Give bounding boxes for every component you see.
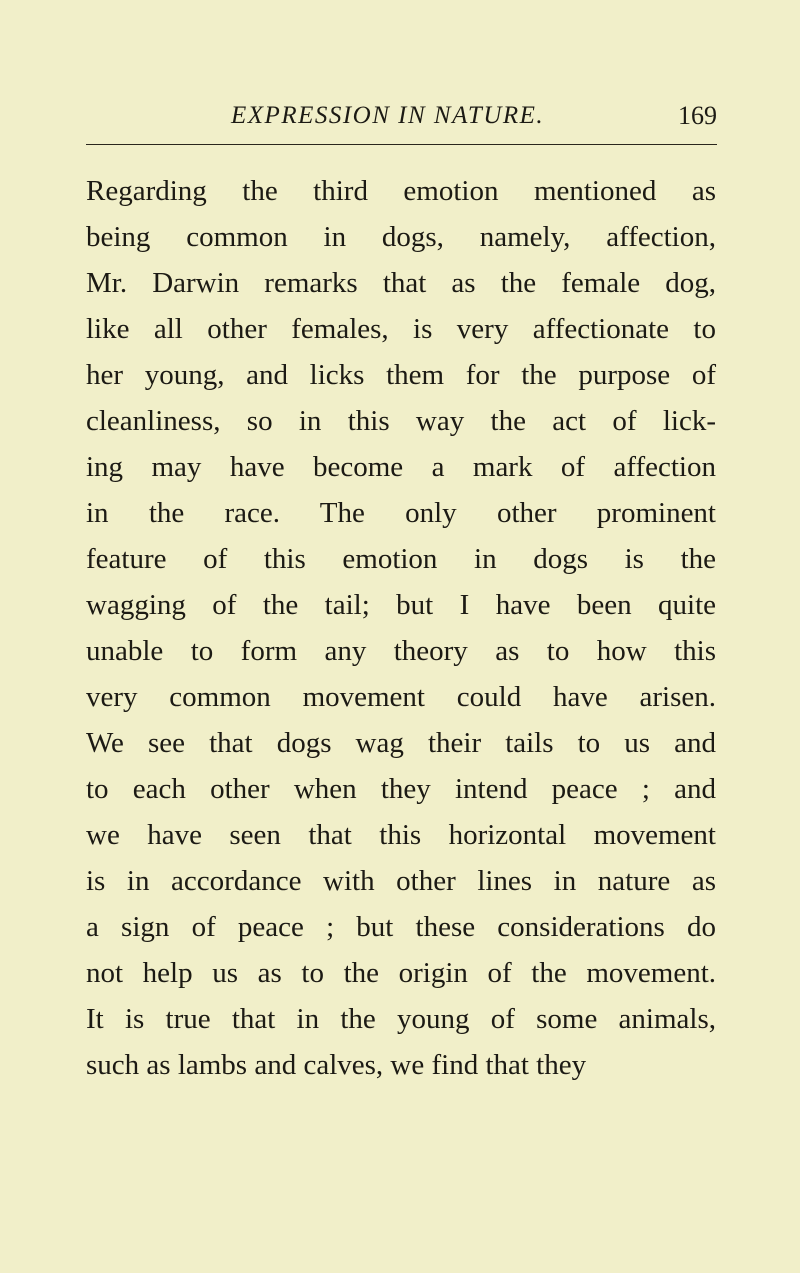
text-line: is in accordance with other lines in nature as	[86, 865, 716, 897]
body-text	[86, 168, 716, 1088]
text-line: being common in dogs, namely, affection,	[86, 221, 716, 253]
text-line: her young, and licks them for the purpose of	[86, 359, 716, 391]
header-rule	[86, 144, 717, 145]
text-line: Mr. Darwin remarks that as the female dog,	[86, 267, 716, 299]
page-number: 169	[678, 101, 717, 130]
text-line: ing may have become a mark of affection	[86, 451, 716, 483]
text-line: not help us as to the origin of the movement.	[86, 957, 716, 989]
page-header	[86, 100, 717, 144]
text-line: in the race. The only other prominent	[86, 497, 716, 529]
text-line: unable to form any theory as to how this	[86, 635, 716, 667]
text-line: very common movement could have arisen.	[86, 681, 716, 713]
text-line: like all other females, is very affectionate to	[86, 313, 716, 345]
text-line: wagging of the tail; but I have been quite	[86, 589, 716, 621]
text-line: cleanliness, so in this way the act of lick-	[86, 405, 716, 437]
text-line: feature of this emotion in dogs is the	[86, 543, 716, 575]
text-line: a sign of peace ; but these considerations do	[86, 911, 716, 943]
text-line: We see that dogs wag their tails to us and	[86, 727, 716, 759]
running-title: EXPRESSION IN NATURE.	[231, 102, 545, 129]
text-line: to each other when they intend peace ; and	[86, 773, 716, 805]
text-line: we have seen that this horizontal movement	[86, 819, 716, 851]
text-line: It is true that in the young of some animals,	[86, 1003, 716, 1035]
text-line: Regarding the third emotion mentioned as	[86, 175, 716, 207]
text-line: such as lambs and calves, we find that they	[86, 1049, 587, 1081]
